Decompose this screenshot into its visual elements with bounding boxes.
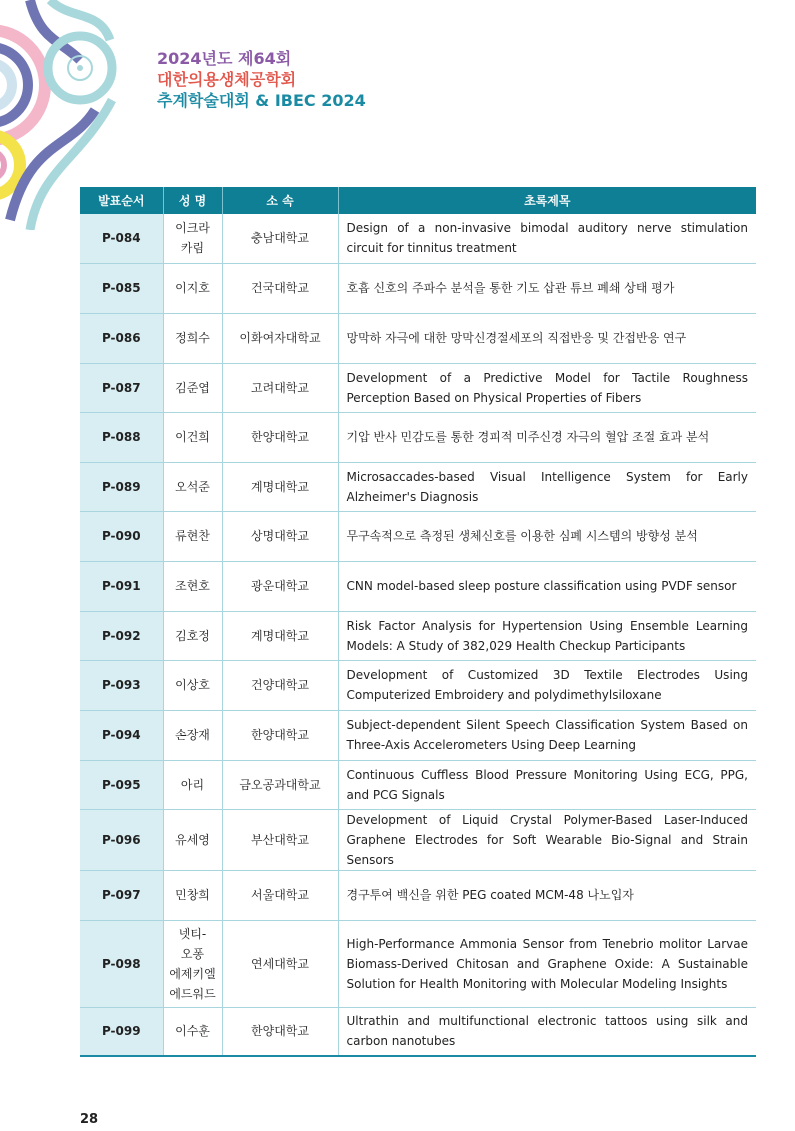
abstract-title: Development of a Predictive Model for Tactile Roughness Perception Based on Physical Properties of Fibers xyxy=(338,363,756,412)
presenter-name: 아리 xyxy=(163,760,222,809)
abstract-title: Development of Liquid Crystal Polymer-Based Laser-Induced Graphene Electrodes for Soft Wearable Bio-Signal and Strain Sensors xyxy=(338,809,756,870)
affiliation: 건국대학교 xyxy=(222,263,338,313)
presenter-name: 손장재 xyxy=(163,710,222,760)
presentation-code: P-093 xyxy=(80,660,163,710)
conference-title-line2: 대한의용생체공학회 xyxy=(157,70,297,89)
presentation-code: P-091 xyxy=(80,561,163,611)
abstract-title: Risk Factor Analysis for Hypertension Using Ensemble Learning Models: A Study of 382,029 Health Checkup Participants xyxy=(338,611,756,660)
affiliation: 한양대학교 xyxy=(222,710,338,760)
abstract-title: CNN model-based sleep posture classification using PVDF sensor xyxy=(338,561,756,611)
abstract-title: 망막하 자극에 대한 망막신경절세포의 직접반응 및 간접반응 연구 xyxy=(338,313,756,363)
affiliation: 한양대학교 xyxy=(222,1007,338,1056)
affiliation: 이화여자대학교 xyxy=(222,313,338,363)
affiliation: 한양대학교 xyxy=(222,412,338,462)
table-row xyxy=(80,363,756,412)
affiliation: 건양대학교 xyxy=(222,660,338,710)
table-row xyxy=(80,511,756,561)
presentation-code: P-097 xyxy=(80,870,163,920)
presentation-code: P-094 xyxy=(80,710,163,760)
presentation-code: P-092 xyxy=(80,611,163,660)
abstract-title: 무구속적으로 측정된 생체신호를 이용한 심폐 시스템의 방향성 분석 xyxy=(338,511,756,561)
table-row xyxy=(80,809,756,870)
presentation-code: P-089 xyxy=(80,462,163,511)
table-row xyxy=(80,760,756,809)
presenter-name: 류현찬 xyxy=(163,511,222,561)
abstract-title: Microsaccades-based Visual Intelligence System for Early Alzheimer's Diagnosis xyxy=(338,462,756,511)
table-row xyxy=(80,412,756,462)
table-row xyxy=(80,561,756,611)
abstract-title: Design of a non-invasive bimodal auditory nerve stimulation circuit for tinnitus treatment xyxy=(338,214,756,263)
presentation-code: P-086 xyxy=(80,313,163,363)
presenter-name: 민창희 xyxy=(163,870,222,920)
abstract-title: 경구투여 백신을 위한 PEG coated MCM-48 나노입자 xyxy=(338,870,756,920)
table-header-row xyxy=(80,187,756,214)
column-header-name: 성 명 xyxy=(163,187,222,214)
affiliation: 상명대학교 xyxy=(222,511,338,561)
presenter-name: 오석준 xyxy=(163,462,222,511)
presentation-code: P-096 xyxy=(80,809,163,870)
table-row xyxy=(80,214,756,263)
affiliation: 금오공과대학교 xyxy=(222,760,338,809)
presentation-code: P-085 xyxy=(80,263,163,313)
presenter-name: 이상호 xyxy=(163,660,222,710)
affiliation: 계명대학교 xyxy=(222,462,338,511)
abstract-title: Development of Customized 3D Textile Electrodes Using Computerized Embroidery and polydimethylsiloxane xyxy=(338,660,756,710)
table-row xyxy=(80,611,756,660)
abstract-title: 기압 반사 민감도를 통한 경피적 미주신경 자극의 혈압 조절 효과 분석 xyxy=(338,412,756,462)
presentation-code: P-084 xyxy=(80,214,163,263)
abstract-title: Continuous Cuffless Blood Pressure Monitoring Using ECG, PPG, and PCG Signals xyxy=(338,760,756,809)
presenter-name: 이지호 xyxy=(163,263,222,313)
presentation-code: P-099 xyxy=(80,1007,163,1056)
presenter-name: 김호정 xyxy=(163,611,222,660)
presenter-name: 조현호 xyxy=(163,561,222,611)
presenter-name: 김준엽 xyxy=(163,363,222,412)
affiliation: 부산대학교 xyxy=(222,809,338,870)
poster-schedule-table xyxy=(80,187,756,1057)
table-row xyxy=(80,462,756,511)
conference-title xyxy=(157,48,366,111)
affiliation: 연세대학교 xyxy=(222,920,338,1007)
affiliation: 고려대학교 xyxy=(222,363,338,412)
presentation-code: P-090 xyxy=(80,511,163,561)
abstract-title: Ultrathin and multifunctional electronic tattoos using silk and carbon nanotubes xyxy=(338,1007,756,1056)
abstract-title: 호흡 신호의 주파수 분석을 통한 기도 삽관 튜브 폐쇄 상태 평가 xyxy=(338,263,756,313)
table-row xyxy=(80,710,756,760)
table-row xyxy=(80,1007,756,1056)
presentation-code: P-087 xyxy=(80,363,163,412)
affiliation: 서울대학교 xyxy=(222,870,338,920)
conference-title-line3: 추계학술대회 & IBEC 2024 xyxy=(157,91,366,110)
presenter-name: 이수훈 xyxy=(163,1007,222,1056)
table-row xyxy=(80,660,756,710)
column-header-title: 초록제목 xyxy=(338,187,756,214)
affiliation: 충남대학교 xyxy=(222,214,338,263)
column-header-affiliation: 소 속 xyxy=(222,187,338,214)
table-row xyxy=(80,870,756,920)
conference-title-line1: 2024년도 제64회 xyxy=(157,49,292,68)
affiliation: 계명대학교 xyxy=(222,611,338,660)
abstract-title: Subject-dependent Silent Speech Classification System Based on Three-Axis Accelerometers Using Deep Learning xyxy=(338,710,756,760)
presenter-name: 넷티- 오퐁 에제키엘 에드워드 xyxy=(163,920,222,1007)
table-row xyxy=(80,313,756,363)
affiliation: 광운대학교 xyxy=(222,561,338,611)
presenter-name: 이건희 xyxy=(163,412,222,462)
presenter-name: 이크라 카림 xyxy=(163,214,222,263)
presenter-name: 유세영 xyxy=(163,809,222,870)
column-header-order: 발표순서 xyxy=(80,187,163,214)
presenter-name: 정희수 xyxy=(163,313,222,363)
presentation-code: P-098 xyxy=(80,920,163,1007)
presentation-code: P-095 xyxy=(80,760,163,809)
presentation-code: P-088 xyxy=(80,412,163,462)
page-number: 28 xyxy=(80,1112,99,1127)
table-row xyxy=(80,263,756,313)
table-row xyxy=(80,920,756,1007)
abstract-title: High-Performance Ammonia Sensor from Tenebrio molitor Larvae Biomass-Derived Chitosan and Graphene Oxide: A Sustainable Solution for Health Monitoring with Molecular Modeling Insights xyxy=(338,920,756,1007)
